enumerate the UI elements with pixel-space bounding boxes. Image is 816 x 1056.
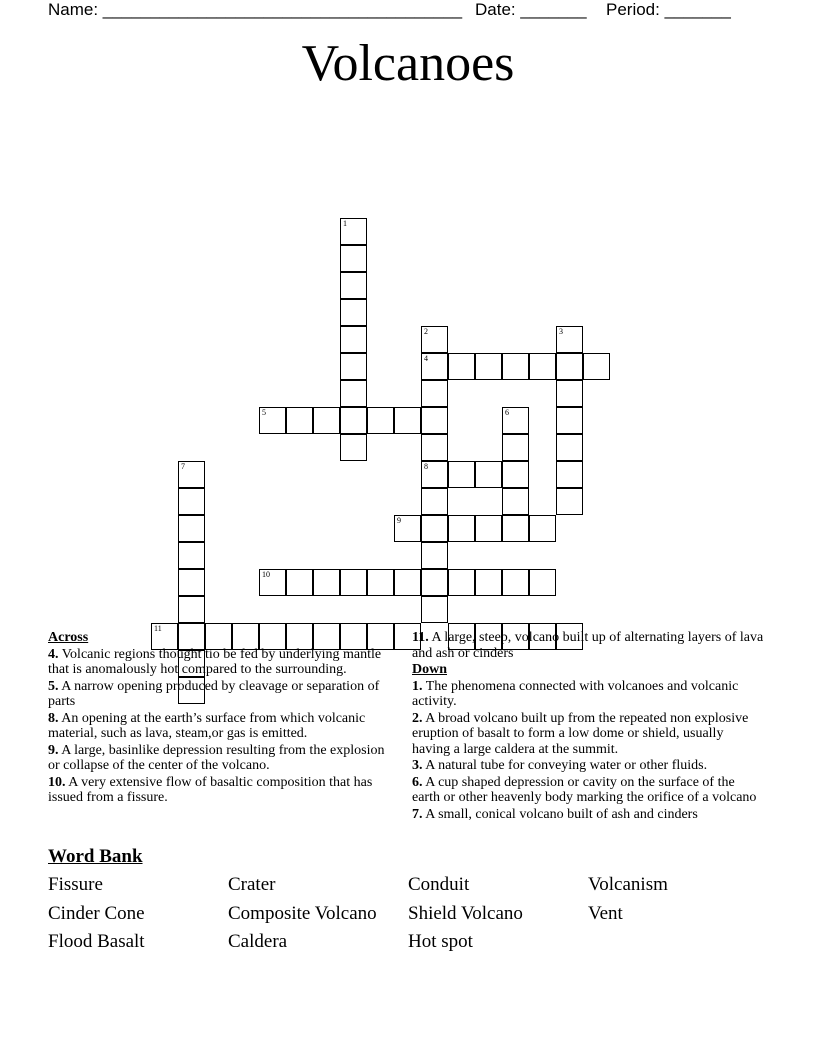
crossword-cell[interactable] bbox=[340, 245, 367, 272]
page-title: Volcanoes bbox=[301, 35, 515, 92]
crossword-cell[interactable] bbox=[502, 434, 529, 461]
crossword-cell[interactable] bbox=[421, 407, 448, 434]
crossword-cell[interactable] bbox=[367, 407, 394, 434]
clue-number: 8 bbox=[424, 462, 428, 471]
word-bank-title: Word Bank bbox=[48, 846, 143, 867]
across-clue-4: 4. Volcanic regions thought tio be fed by underlying mantle that is anomalously hot compared to the surrounding. bbox=[48, 646, 382, 677]
crossword-cell[interactable] bbox=[421, 326, 448, 353]
word-bank-item: Composite Volcano bbox=[228, 903, 377, 924]
across-clue-11: 11. A large, steep, volcano built up of alternating layers of lava and ash or cinders bbox=[412, 630, 764, 661]
crossword-cell[interactable] bbox=[178, 461, 205, 488]
across-clue-10: 10. A very extensive flow of basaltic composition that has issued from a fissure. bbox=[48, 774, 373, 805]
crossword-cell[interactable] bbox=[421, 461, 448, 488]
clues-column-right bbox=[412, 629, 764, 822]
crossword-cell[interactable] bbox=[475, 461, 502, 488]
down-heading: Down bbox=[412, 662, 448, 677]
crossword-cell[interactable] bbox=[529, 515, 556, 542]
crossword-cell[interactable] bbox=[502, 353, 529, 380]
word-bank-item: Caldera bbox=[228, 931, 288, 952]
word-bank-item: Vent bbox=[588, 903, 623, 924]
clue-number: 1 bbox=[343, 219, 347, 228]
word-bank-item: Crater bbox=[228, 874, 276, 895]
crossword-cell[interactable] bbox=[421, 488, 448, 515]
crossword-cell[interactable] bbox=[259, 569, 286, 596]
crossword-cell[interactable] bbox=[340, 434, 367, 461]
down-clue-7: 7. A small, conical volcano built of ash and cinders bbox=[412, 806, 698, 822]
crossword-cell[interactable] bbox=[313, 407, 340, 434]
date-field[interactable]: Date: _______ bbox=[475, 0, 587, 19]
crossword-cell[interactable] bbox=[448, 569, 475, 596]
word-bank-item: Flood Basalt bbox=[48, 931, 145, 952]
down-clue-6: 6. A cup shaped depression or cavity on the surface of the earth or other heavenly body marking the orifice of a volcano bbox=[412, 774, 757, 805]
crossword-cell[interactable] bbox=[340, 380, 367, 407]
crossword-cell[interactable] bbox=[421, 542, 448, 569]
crossword-cell[interactable] bbox=[502, 461, 529, 488]
crossword-cell[interactable] bbox=[421, 515, 448, 542]
name-field[interactable]: Name: ______________________________________ bbox=[48, 0, 463, 19]
crossword-cell[interactable] bbox=[502, 407, 529, 434]
crossword-cell[interactable] bbox=[421, 596, 448, 623]
crossword-cell[interactable] bbox=[394, 515, 421, 542]
crossword-cell[interactable] bbox=[556, 434, 583, 461]
crossword-cell[interactable] bbox=[448, 515, 475, 542]
across-clue-8: 8. An opening at the earth’s surface from which volcanic material, such as lava, steam,or gas is emitted. bbox=[48, 710, 366, 741]
crossword-cell[interactable] bbox=[556, 326, 583, 353]
crossword-cell[interactable] bbox=[340, 299, 367, 326]
clue-number: 2 bbox=[424, 327, 428, 336]
crossword-cell[interactable] bbox=[502, 569, 529, 596]
word-bank-item: Volcanism bbox=[588, 874, 668, 895]
crossword-cell[interactable] bbox=[448, 461, 475, 488]
crossword-cell[interactable] bbox=[556, 380, 583, 407]
crossword-cell[interactable] bbox=[448, 353, 475, 380]
crossword-cell[interactable] bbox=[475, 569, 502, 596]
word-bank-item: Fissure bbox=[48, 874, 103, 895]
crossword-cell[interactable] bbox=[421, 380, 448, 407]
word-bank-item: Cinder Cone bbox=[48, 903, 145, 924]
period-field[interactable]: Period: _______ bbox=[606, 0, 731, 19]
down-clue-1: 1. The phenomena connected with volcanoes and volcanic activity. bbox=[412, 678, 739, 709]
across-clue-5: 5. A narrow opening produced by cleavage or separation of parts bbox=[48, 678, 380, 709]
across-heading: Across bbox=[48, 630, 89, 645]
clue-number: 5 bbox=[262, 408, 266, 417]
crossword-cell[interactable] bbox=[583, 353, 610, 380]
crossword-cell[interactable] bbox=[421, 353, 448, 380]
crossword-cell[interactable] bbox=[502, 488, 529, 515]
crossword-cell[interactable] bbox=[178, 488, 205, 515]
crossword-cell[interactable] bbox=[502, 515, 529, 542]
crossword-cell[interactable] bbox=[394, 569, 421, 596]
clue-number: 10 bbox=[262, 570, 270, 579]
crossword-cell[interactable] bbox=[178, 569, 205, 596]
clues-column-left bbox=[48, 629, 388, 806]
crossword-cell[interactable] bbox=[529, 353, 556, 380]
crossword-cell[interactable] bbox=[475, 515, 502, 542]
clue-number: 11 bbox=[154, 624, 162, 633]
clue-number: 3 bbox=[559, 327, 563, 336]
crossword-cell[interactable] bbox=[556, 488, 583, 515]
crossword-cell[interactable] bbox=[421, 434, 448, 461]
crossword-cell[interactable] bbox=[286, 407, 313, 434]
crossword-cell[interactable] bbox=[178, 596, 205, 623]
clue-number: 6 bbox=[505, 408, 509, 417]
down-clue-2: 2. A broad volcano built up from the repeated non explosive eruption of basalt to form a low dome or shield, usually having a large caldera at the summit. bbox=[412, 710, 749, 757]
clue-number: 4 bbox=[424, 354, 428, 363]
word-bank-item: Hot spot bbox=[408, 931, 473, 952]
crossword-cell[interactable] bbox=[178, 515, 205, 542]
word-bank-item: Conduit bbox=[408, 874, 470, 895]
crossword-cell[interactable] bbox=[340, 569, 367, 596]
clue-number: 7 bbox=[181, 462, 185, 471]
crossword-cell[interactable] bbox=[340, 407, 367, 434]
crossword-cell[interactable] bbox=[259, 407, 286, 434]
crossword-cell[interactable] bbox=[556, 407, 583, 434]
crossword-cell[interactable] bbox=[340, 272, 367, 299]
crossword-cell[interactable] bbox=[529, 569, 556, 596]
clue-number: 9 bbox=[397, 516, 401, 525]
crossword-cell[interactable] bbox=[340, 218, 367, 245]
crossword-cell[interactable] bbox=[178, 542, 205, 569]
crossword-cell[interactable] bbox=[340, 353, 367, 380]
down-clue-3: 3. A natural tube for conveying water or other fluids. bbox=[412, 758, 708, 773]
crossword-cell[interactable] bbox=[340, 326, 367, 353]
crossword-cell[interactable] bbox=[394, 407, 421, 434]
crossword-cell[interactable] bbox=[367, 569, 394, 596]
crossword-cell[interactable] bbox=[556, 461, 583, 488]
word-bank-item: Shield Volcano bbox=[408, 903, 523, 924]
crossword-cell[interactable] bbox=[556, 353, 583, 380]
crossword-cell[interactable] bbox=[421, 569, 448, 596]
crossword-cell[interactable] bbox=[313, 569, 340, 596]
crossword-cell[interactable] bbox=[286, 569, 313, 596]
across-clue-9: 9. A large, basinlike depression resulting from the explosion or collapse of the center of the volcano. bbox=[48, 742, 385, 773]
crossword-cell[interactable] bbox=[475, 353, 502, 380]
